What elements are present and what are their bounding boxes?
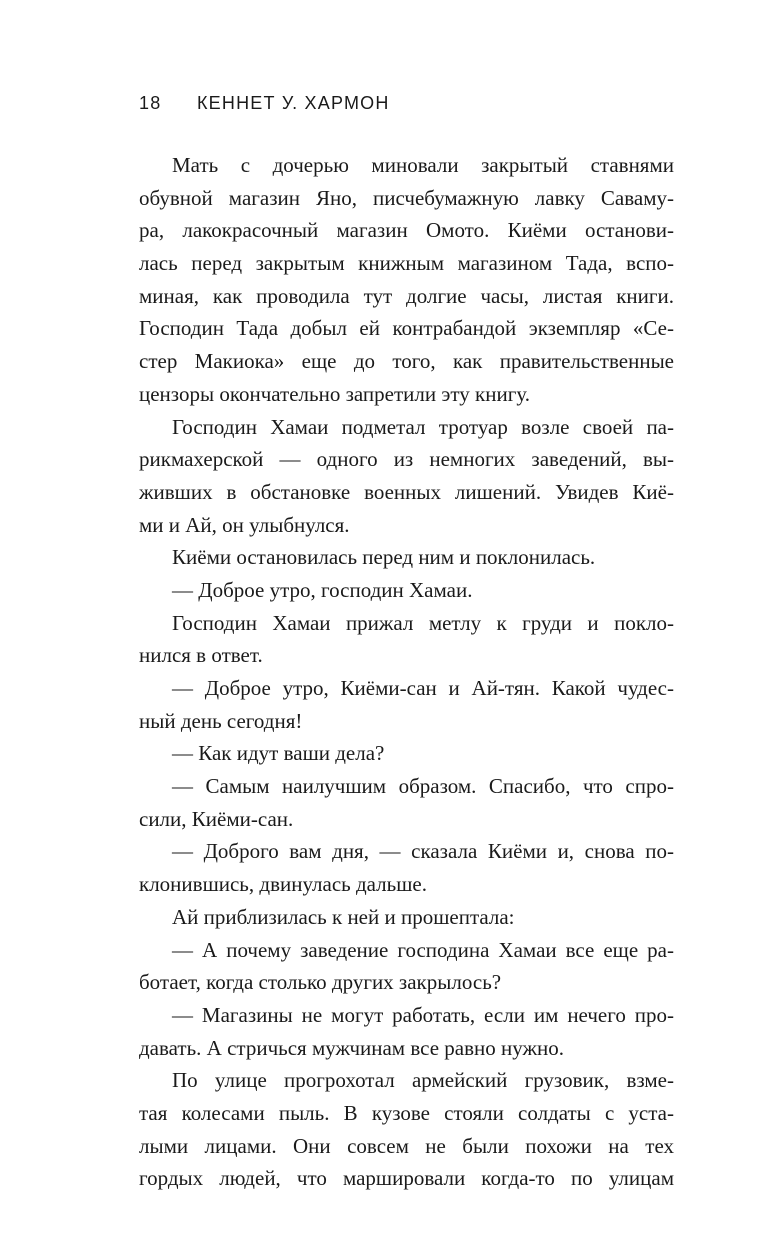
body-text xyxy=(139,149,674,1195)
text-line: ботает, когда столько других закрылось? xyxy=(139,970,502,995)
text-line: тая колесами пыль. В кузове стояли солдаты с уста- xyxy=(139,1100,674,1125)
text-line: рикмахерской — одного из немногих заведений, вы- xyxy=(139,447,674,472)
text-line: давать. А стричься мужчинам все равно нужно. xyxy=(139,1035,564,1060)
text-line: ми и Ай, он улыбнулся. xyxy=(139,512,350,537)
text-line: миная, как проводила тут долгие часы, листая книги. xyxy=(139,283,674,308)
text-line: цензоры окончательно запретили эту книгу. xyxy=(139,381,530,406)
text-line: клонившись, двинулась дальше. xyxy=(139,872,427,897)
text-line: обувной магазин Яно, писчебумажную лавку Савамy- xyxy=(139,185,674,210)
text-line: стер Макиока» еще до того, как правительственные xyxy=(139,349,674,374)
text-line: лась перед закрытым книжным магазином Тада, вспо- xyxy=(139,251,674,276)
text-line: нился в ответ. xyxy=(139,643,263,668)
text-line: — Доброго вам дня, — сказала Киёми и, снова по- xyxy=(172,839,674,864)
text-line: гордых людей, что маршировали когда-то по улицам xyxy=(139,1166,674,1191)
running-header xyxy=(139,93,390,114)
text-line: Ай приблизилась к ней и прошептала: xyxy=(172,904,515,929)
text-line: Мать с дочерью миновали закрытый ставнями xyxy=(172,153,674,177)
text-line: — Как идут ваши дела? xyxy=(172,741,385,766)
text-line: — Доброе утро, Киёми-сан и Ай-тян. Какой чудес- xyxy=(172,676,674,700)
text-line: живших в обстановке военных лишений. Увидев Киё- xyxy=(139,479,674,504)
text-line: Господин Хамаи подметал тротуар возле своей па- xyxy=(172,414,674,439)
page-number: 18 xyxy=(139,93,162,113)
text-line: — Магазины не могут работать, если им нечего про- xyxy=(172,1002,674,1027)
text-line: — А почему заведение господина Хамаи все еще ра- xyxy=(172,937,674,962)
text-line: Киёми остановилась перед ним и поклонилась. xyxy=(172,545,596,570)
text-line: ра, лакокрасочный магазин Омото. Киёми останови- xyxy=(139,218,674,243)
text-line: По улице прогрохотал армейский грузовик, взме- xyxy=(172,1068,674,1093)
text-line: лыми лицами. Они совсем не были похожи на тех xyxy=(139,1133,674,1158)
text-line: ный день сегодня! xyxy=(139,708,303,733)
text-line: Господин Тада добыл ей контрабандой экземпляр «Се- xyxy=(139,316,674,341)
text-line: — Доброе утро, господин Хамаи. xyxy=(172,577,473,602)
text-line: — Самым наилучшим образом. Спасибо, что спро- xyxy=(172,774,674,799)
text-line: Господин Хамаи прижал метлу к груди и покло- xyxy=(172,610,674,635)
text-line: сили, Киёми-сан. xyxy=(139,806,294,831)
running-head-author: КЕННЕТ У. ХАРМОН xyxy=(197,93,390,113)
